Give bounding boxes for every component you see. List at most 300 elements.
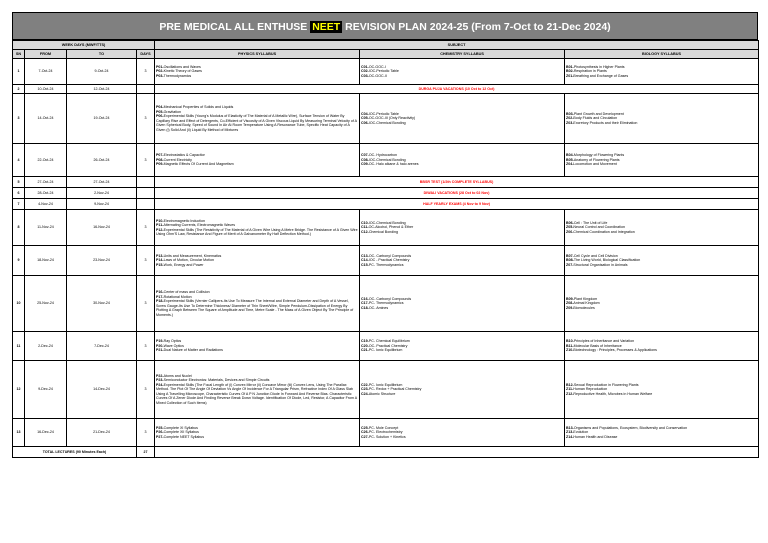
row-event: HALF YEARLY EXAMS (4 Nov to 9 Nov) (155, 199, 759, 210)
topic-code: P15- (156, 262, 164, 267)
row-event: DIWALI VACATIONS (28 Oct to 02 Nov) (155, 188, 759, 199)
topic-text: Units and Measurement, Kinematics (163, 253, 222, 258)
biology-cell (565, 246, 759, 276)
biology-topic (566, 435, 757, 440)
physics-cell (155, 59, 360, 85)
topic-text: Molecular Basis of Inheritance (573, 343, 622, 348)
topic-code: C13- (361, 253, 369, 258)
row-from: 18-Nov-24 (25, 246, 67, 276)
row-from: 10-Oct-24 (25, 85, 67, 94)
chemistry-cell (360, 210, 565, 246)
physics-cell (155, 332, 360, 361)
topic-text: IOC - Practical Chemistry (368, 258, 410, 263)
row-from: 27-Oct-24 (25, 177, 67, 188)
page-title (12, 12, 758, 40)
topic-code: B10- (566, 339, 574, 344)
topic-text: OC- Hydrocarbon (368, 153, 397, 158)
topic-code: C02- (361, 69, 369, 74)
from-header: FROM (25, 50, 67, 59)
topic-text: Chemical Coordination and Integration (573, 229, 635, 234)
title-suffix: REVISION PLAN 2024-25 (From 7-Oct to 21-Dec 2024) (345, 21, 611, 33)
table-row (13, 276, 759, 332)
table-row (13, 94, 759, 144)
table-row (13, 419, 759, 447)
topic-code: C25- (361, 425, 369, 430)
topic-text: Current Electricity (163, 157, 192, 162)
topic-text: Experimental Skills (Vernier Callipers-Its Use To Measure The Internal and External Diameter and Depth of A Vessel, Screw Gauge-Its Use To Determine Thickness/ Diameter of Thin Sheet/Wire, Simple Pendulum-Dissipation of Energy By Plotting A Graph Between The Square of Amplitude and Time, Metre Scale - The Mass of A Given Object By The Principle of Moments.) (156, 299, 354, 317)
physics-topic (156, 114, 358, 132)
table-row (13, 59, 759, 85)
biology-cell (565, 210, 759, 246)
topic-text: Center of mass and Collision (163, 290, 210, 294)
topic-code: P26- (156, 430, 164, 435)
topic-code: Z10- (566, 348, 574, 353)
topic-code: B04- (566, 153, 574, 158)
topic-code: Z08- (566, 301, 574, 306)
topic-code: B07- (566, 253, 574, 258)
row-sn: 1 (13, 59, 25, 85)
row-sn: 9 (13, 246, 25, 276)
row-sn: 13 (13, 419, 25, 447)
topic-code: Z01- (566, 73, 574, 78)
topic-text: Excretory Products and their Elimination (573, 120, 638, 125)
row-to: 23-Nov-24 (67, 246, 137, 276)
topic-code: Z13- (566, 430, 574, 435)
topic-code: C27- (361, 434, 369, 439)
topic-code: B12- (566, 382, 574, 387)
topic-text: IOC-Periodic Table (368, 111, 399, 116)
topic-code: Z11- (566, 387, 574, 392)
group-header-row (13, 41, 759, 50)
topic-code: C10- (361, 220, 369, 225)
biology-cell (565, 332, 759, 361)
row-sn: 5 (13, 177, 25, 188)
topic-code: Z09- (566, 305, 574, 310)
topic-code: P11- (156, 223, 164, 227)
topic-code: C18- (361, 305, 369, 310)
topic-code: C19- (361, 339, 369, 344)
row-days: 3 (137, 59, 155, 85)
topic-code: P08- (156, 157, 164, 162)
chemistry-topic (361, 306, 563, 311)
chemistry-cell (360, 246, 565, 276)
topic-text: Ray Optics (163, 339, 182, 344)
topic-code: C12- (361, 229, 369, 234)
chemistry-cell (360, 361, 565, 419)
topic-text: OC-GOC-III (Only Reactivity) (368, 116, 416, 121)
topic-text: Animal Kingdom (573, 301, 600, 306)
topic-code: Z02- (566, 116, 574, 121)
row-sn: 11 (13, 332, 25, 361)
physics-topic (156, 162, 358, 167)
topic-text: Alternating Currents, Electromagnetic Waves (163, 223, 236, 227)
topic-code: Z07- (566, 262, 574, 267)
row-to: 7-Dec-24 (67, 332, 137, 361)
table-row (13, 188, 759, 199)
topic-code: C22- (361, 382, 369, 387)
biology-topic (566, 162, 757, 167)
row-to: 9-Oct-24 (67, 59, 137, 85)
topic-text: IOC-Periodic Table (368, 69, 399, 74)
row-to: 9-Nov-24 (67, 199, 137, 210)
topic-text: OC- Halo alkane & halo arenes (368, 162, 419, 167)
topic-code: Z05- (566, 225, 574, 230)
topic-code: Z12- (566, 391, 574, 396)
topic-code: P23- (156, 378, 164, 383)
physics-cell (155, 144, 360, 177)
table-row (13, 199, 759, 210)
topic-text: Cell : The Unit of Life (573, 220, 608, 225)
topic-code: B11- (566, 343, 574, 348)
topic-text: Wave Optics (163, 343, 184, 348)
topic-text: Anatomy of Flowering Plants (573, 157, 620, 162)
title-highlight: NEET (312, 21, 341, 33)
topic-code: P14- (156, 258, 164, 263)
row-days: 3 (137, 94, 155, 144)
topic-text: Experimental Skills (The Resistivity of The Material of A Given Wire Using A Metre Bridge. The Resistance of A Given Wire Using Ohm'S Law, Resistance And Figure of Merit of A Galvanometer By Half Deflection Method.) (156, 227, 358, 236)
chemistry-cell (360, 59, 565, 85)
topic-text: Breathing and Exchange of Gases (573, 73, 629, 78)
plan-table (12, 40, 759, 458)
physics-topic (156, 383, 358, 406)
topic-text: Electrostatics & Capacitor (163, 153, 205, 158)
topic-code: Z06- (566, 229, 574, 234)
biology-cell (565, 144, 759, 177)
chemistry-header: CHEMISTRY SYLLABUS (360, 50, 565, 59)
table-row (13, 210, 759, 246)
row-from: 14-Oct-24 (25, 94, 67, 144)
topic-text: Human Reproduction (573, 387, 608, 392)
topic-text: Cell Cycle and Cell Division (573, 253, 618, 258)
row-to: 27-Oct-24 (67, 177, 137, 188)
topic-text: OC- Carbonyl Compounds (368, 296, 412, 301)
row-to: 2-Nov-24 (67, 188, 137, 199)
topic-text: Biotechnology : Principles, Processes & Applications (573, 348, 657, 353)
topic-text: The Living World, Biological Classification (573, 258, 641, 263)
topic-text: Complete NEET Syllabus (163, 434, 205, 439)
topic-code: C04- (361, 111, 369, 116)
topic-code: C16- (361, 296, 369, 301)
topic-code: C05- (361, 116, 369, 121)
topic-text: Locomotion and Movement (573, 162, 617, 167)
topic-text: IOC-Chemical Bonding (368, 157, 406, 162)
topic-code: P07- (156, 153, 164, 158)
row-from: 16-Dec-24 (25, 419, 67, 447)
topic-text: Atoms and Nuclei (163, 373, 192, 378)
topic-code: P24- (156, 382, 164, 387)
topic-code: B13- (566, 425, 574, 430)
row-sn: 3 (13, 94, 25, 144)
physics-topic (156, 228, 358, 237)
row-sn: 12 (13, 361, 25, 419)
row-from: 9-Dec-24 (25, 361, 67, 419)
table-row (13, 246, 759, 276)
chemistry-topic (361, 162, 563, 167)
footer-row (13, 447, 759, 458)
row-to: 12-Oct-24 (67, 85, 137, 94)
topic-text: Evolution (573, 430, 589, 435)
topic-text: Electromagnetic Induction (163, 218, 205, 223)
row-sn: 10 (13, 276, 25, 332)
topic-text: Biomolecules (573, 305, 595, 310)
chemistry-cell (360, 419, 565, 447)
topic-code: P13- (156, 253, 164, 258)
physics-topic (156, 263, 358, 268)
topic-text: Experimental Skills (Young's Modulus of Elasticity of The Material of A Metallic Wire), Surface Tension of Water By Capillary Rise and Effect of Detergents, Co-Efficient of Viscosity of A Given Viscous Liquid By Measuring Terminal Velocity of A Given Spherical Body, Speed of Sound In Air At Room Temperature Using A Resonance Tube, Specific Heat Capacity of A Given (i) Solid And (ii) Liquid By Method of Mixtures (156, 114, 357, 132)
row-to: 19-Oct-24 (67, 94, 137, 144)
chemistry-cell (360, 276, 565, 332)
row-from: 2-Dec-24 (25, 332, 67, 361)
topic-code: C08- (361, 157, 369, 162)
physics-cell (155, 210, 360, 246)
row-days: 3 (137, 210, 155, 246)
topic-code: P19- (156, 339, 164, 344)
footer-empty (155, 447, 759, 458)
row-from: 11-Nov-24 (25, 210, 67, 246)
topic-code: C11- (361, 225, 369, 230)
topic-text: Mechanical Properties of Solids and Liquids (163, 105, 234, 109)
topic-code: B08- (566, 258, 574, 263)
physics-topic (156, 299, 358, 317)
topic-code: C07- (361, 153, 369, 158)
physics-topic (156, 348, 358, 353)
topic-text: Body Fluids and Circulation (573, 116, 618, 121)
topic-code: P06- (156, 114, 164, 118)
topic-text: Semiconductor Electronics: Materials, Devices and Simple Circuits (163, 378, 270, 383)
row-days: 3 (137, 361, 155, 419)
row-days: 3 (137, 419, 155, 447)
topic-text: Chemical Bonding (368, 229, 398, 234)
row-to: 14-Dec-24 (67, 361, 137, 419)
topic-code: P03- (156, 73, 164, 78)
row-from: 22-Oct-24 (25, 144, 67, 177)
topic-text: Complete XII Syllabus (163, 430, 199, 435)
topic-text: PC- Solution + Kinetics (368, 434, 406, 439)
row-days (137, 85, 155, 94)
chemistry-topic (361, 392, 563, 397)
topic-text: Plant Kingdom (573, 296, 598, 301)
topic-text: Organisms and Populations, Ecosystem, Biodiversity and Conservation (573, 425, 688, 430)
topic-text: OC-Alcohol, Phenol & Ether (368, 225, 414, 230)
topic-code: P12- (156, 227, 164, 232)
topic-code: P20- (156, 343, 164, 348)
topic-text: PC- Electrochemistry (368, 430, 403, 435)
topic-code: C20- (361, 343, 369, 348)
biology-topic (566, 74, 757, 79)
chemistry-cell (360, 144, 565, 177)
biology-topic (566, 348, 757, 353)
total-lectures-label: TOTAL LECTURES (90 Minutes Each) (13, 447, 137, 458)
topic-code: P05- (156, 109, 164, 114)
physics-cell (155, 361, 360, 419)
topic-text: Gravitation (163, 109, 182, 114)
topic-text: Morphology of Flowering Plants (573, 153, 625, 158)
topic-code: C06- (361, 120, 369, 125)
topic-code: B01- (566, 64, 574, 69)
topic-code: Z03- (566, 120, 574, 125)
row-event: DURGA PUJA VACATIONS (10 Oct to 12 Oct) (155, 85, 759, 94)
topic-code: P25- (156, 425, 164, 430)
biology-topic (566, 263, 757, 268)
topic-code: C01- (361, 64, 369, 69)
row-sn: 7 (13, 199, 25, 210)
chemistry-cell (360, 94, 565, 144)
biology-cell (565, 94, 759, 144)
topic-code: P18- (156, 299, 164, 303)
row-to: 21-Dec-24 (67, 419, 137, 447)
topic-code: P04- (156, 105, 164, 109)
topic-code: B06- (566, 220, 574, 225)
topic-code: C24- (361, 391, 369, 396)
table-row (13, 85, 759, 94)
topic-code: Z04- (566, 162, 574, 167)
topic-code: P22- (156, 373, 164, 378)
row-days: 3 (137, 246, 155, 276)
chemistry-topic (361, 263, 563, 268)
topic-text: OC- Practical Chemistry (368, 343, 408, 348)
chemistry-topic (361, 435, 563, 440)
topic-text: PC- Thermodynamics (368, 301, 404, 306)
table-row (13, 361, 759, 419)
physics-cell (155, 246, 360, 276)
topic-code: C17- (361, 301, 369, 306)
physics-topic (156, 74, 358, 79)
row-to: 30-Nov-24 (67, 276, 137, 332)
topic-text: Structural Organisation in Animals (573, 262, 628, 267)
chemistry-cell (360, 332, 565, 361)
title-prefix: PRE MEDICAL ALL ENTHUSE (159, 21, 308, 33)
row-to: 16-Nov-24 (67, 210, 137, 246)
topic-text: OC- Amines (368, 305, 389, 310)
topic-text: IOC-Chemical Bonding (368, 120, 406, 125)
biology-cell (565, 419, 759, 447)
topic-code: P17- (156, 294, 164, 299)
physics-cell (155, 276, 360, 332)
physics-cell (155, 94, 360, 144)
topic-text: Work, Energy and Power (163, 262, 204, 267)
biology-header: BIOLOGY SYLLABUS (565, 50, 759, 59)
topic-text: PC- Ionic Equilibrium (368, 382, 403, 387)
row-days (137, 199, 155, 210)
topic-text: Magnetic Effects Of Current And Magnetism (163, 162, 234, 167)
topic-text: Laws of Motion, Circular Motion (163, 258, 214, 263)
sn-header: SN (13, 50, 25, 59)
days-header: DAYS (137, 50, 155, 59)
topic-code: P27- (156, 434, 164, 439)
physics-cell (155, 419, 360, 447)
weekdays-header: WEEK DAYS (MWF/TTS) (13, 41, 155, 50)
topic-text: Reproductive Health, Microbes in Human Welfare (573, 391, 653, 396)
topic-text: OC-GOC-II (368, 73, 387, 78)
topic-text: IOC-Chemical Bonding (368, 220, 406, 225)
row-to: 26-Oct-24 (67, 144, 137, 177)
chemistry-topic (361, 121, 563, 126)
topic-text: PC- Mole Concept (368, 425, 399, 430)
plan-body (13, 59, 759, 447)
row-from: 4-Nov-24 (25, 199, 67, 210)
row-days: 3 (137, 144, 155, 177)
topic-text: Oscillations and Waves (163, 64, 201, 69)
topic-code: Z14- (566, 434, 574, 439)
chemistry-topic (361, 74, 563, 79)
table-row (13, 144, 759, 177)
physics-topic (156, 435, 358, 440)
topic-text: Thermodynamics (163, 73, 192, 78)
topic-text: Sexual Reproduction in Flowering Plants (573, 382, 639, 387)
row-sn: 2 (13, 85, 25, 94)
topic-code: P21- (156, 348, 164, 353)
row-days (137, 188, 155, 199)
topic-text: Atomic Structure (368, 391, 396, 396)
topic-text: OC-GOC-I (368, 64, 386, 69)
topic-text: PC- Ionic Equilibrium (368, 348, 403, 353)
topic-text: Complete XI Syllabus (163, 425, 198, 430)
row-sn: 4 (13, 144, 25, 177)
topic-text: Experimental Skills (The Focal Length of (i) Convex Mirror (ii) Concave Mirror (iii) Convex Lens, Using The Parallax Method. The Plot Of The Angle Of Deviation Vs Angle Of Incidence For A Triangular Prism, Refractive Index Of A Glass Slab Using A Travelling Microscope, Characteristic Curves Of A P N Junction Diode In Forward And Reverse Bias. Characteristic Curves Of A Zener Diode And Finding Reverse Break Down Voltage. Identification Of Diode, Led, Resistor, A Capacitor From A Mixed Collection of Such Items) (156, 382, 357, 405)
biology-topic (566, 230, 757, 235)
topic-code: B05- (566, 157, 574, 162)
topic-code: P10- (156, 218, 164, 223)
topic-text: Principles of Inheritance and Variation (573, 339, 635, 344)
row-from: 7-Oct-24 (25, 59, 67, 85)
biology-topic (566, 306, 757, 311)
biology-cell (565, 361, 759, 419)
table-row (13, 332, 759, 361)
topic-code: C23- (361, 387, 369, 392)
topic-text: OC- Carbonyl Compounds (368, 253, 412, 258)
topic-text: Photosynthesis in Higher Plants (573, 64, 625, 69)
topic-code: C03- (361, 73, 369, 78)
row-sn: 8 (13, 210, 25, 246)
biology-topic (566, 121, 757, 126)
column-header-row (13, 50, 759, 59)
topic-code: C26- (361, 430, 369, 435)
row-from: 28-Oct-24 (25, 188, 67, 199)
topic-code: B02- (566, 69, 574, 74)
row-sn: 6 (13, 188, 25, 199)
row-days: 3 (137, 276, 155, 332)
topic-code: P09- (156, 162, 164, 167)
to-header: TO (67, 50, 137, 59)
topic-code: P02- (156, 69, 164, 74)
topic-code: P01- (156, 64, 164, 69)
topic-text: Rotational Motion (163, 294, 192, 299)
physics-header: PHYSICS SYLLABUS (155, 50, 360, 59)
row-days (137, 177, 155, 188)
revision-plan-sheet (12, 12, 758, 458)
topic-text: PC- Thermodynamics (368, 262, 404, 267)
chemistry-topic (361, 230, 563, 235)
chemistry-topic (361, 348, 563, 353)
table-row (13, 177, 759, 188)
topic-code: C14- (361, 258, 369, 263)
total-lectures-value: 27 (137, 447, 155, 458)
topic-text: Plant Growth and Development (573, 111, 624, 116)
topic-text: Dual Nature of Matter and Radiations (163, 348, 223, 353)
row-days: 3 (137, 332, 155, 361)
topic-text: PC- Chemical Equilibrium (368, 339, 410, 344)
topic-text: PC- Redox + Practical Chemistry (368, 387, 422, 392)
biology-topic (566, 392, 757, 397)
row-event: BBSR TEST (1/2th COMPLETE SYLLABUS) (155, 177, 759, 188)
row-from: 25-Nov-24 (25, 276, 67, 332)
topic-code: P16- (156, 290, 164, 294)
topic-code: B09- (566, 296, 574, 301)
biology-cell (565, 59, 759, 85)
subject-header: SUBJECT (155, 41, 759, 50)
topic-code: B03- (566, 111, 574, 116)
topic-code: C09- (361, 162, 369, 167)
